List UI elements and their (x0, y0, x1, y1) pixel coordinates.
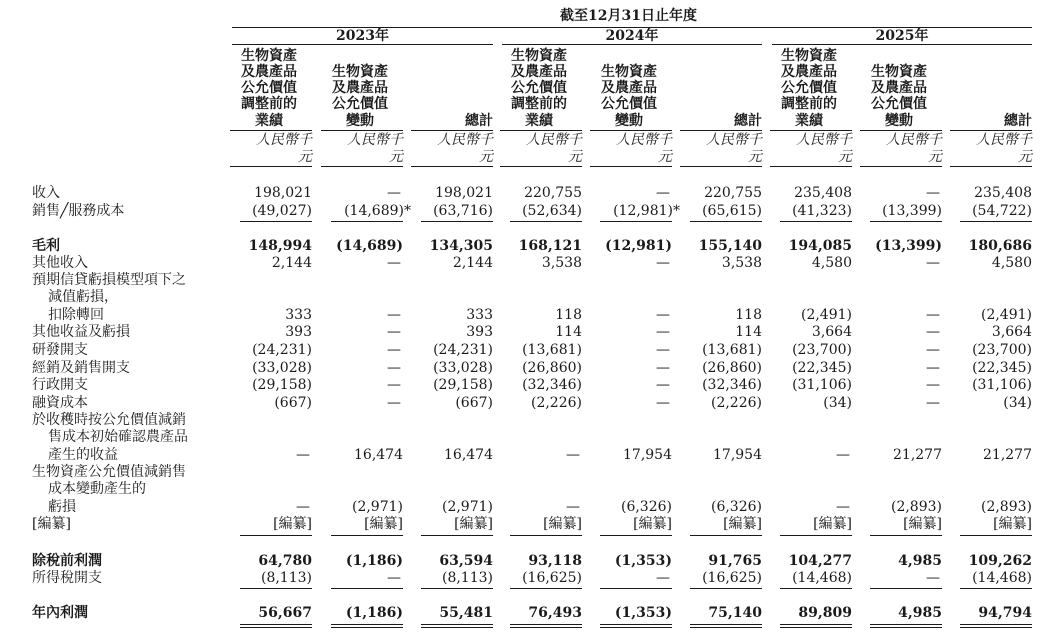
unit-label: 元 (298, 149, 312, 165)
table-cell: (16,625) (522, 570, 582, 586)
table-cell: — (836, 498, 850, 515)
table-cell: (2,491) (980, 306, 1032, 323)
header-line: 及農產品 (781, 63, 837, 80)
table-cell: — (656, 342, 670, 358)
table-cell: (13,399) (875, 238, 942, 254)
table-cell: (667) (274, 395, 312, 411)
unit-label: 人民幣千 (976, 132, 1032, 148)
unit-underline-6 (680, 166, 762, 167)
rule-profit-total-double-1 (240, 627, 312, 628)
unit-rule-5 (590, 130, 672, 131)
table-cell: (34) (823, 395, 852, 411)
header-line: 及農產品 (332, 80, 388, 97)
rule-after-cost-1 (240, 221, 312, 222)
rule-after-cost-4 (510, 221, 582, 222)
unit-label: 人民幣千 (256, 132, 312, 148)
header-line: 業績 (525, 112, 553, 129)
table-cell: 76,493 (528, 605, 582, 621)
table-cell: (14,468) (792, 570, 852, 586)
table-cell: (2,893) (890, 498, 942, 515)
unit-label: 元 (838, 149, 852, 165)
table-cell: [編纂] (364, 516, 403, 532)
unit-label: 元 (479, 149, 493, 165)
table-cell: (1,353) (614, 605, 672, 621)
fv-change-header-2 (586, 64, 672, 129)
table-cell: 3,538 (721, 255, 762, 271)
row-label: 產生的收益 (48, 446, 118, 463)
header-line: 變動 (885, 112, 913, 129)
table-cell: [編纂] (723, 516, 762, 532)
table-cell: [編纂] (633, 516, 672, 532)
table-cell: — (656, 395, 670, 411)
unit-rule-9 (950, 130, 1032, 131)
rule-profit-total-8 (870, 624, 942, 625)
table-cell: 180,686 (968, 238, 1032, 254)
table-cell: 3,538 (541, 255, 582, 271)
table-cell: — (387, 324, 401, 340)
table-cell: — (926, 185, 940, 201)
table-cell: — (656, 377, 670, 393)
table-cell: (8,113) (441, 570, 493, 586)
rule-after-redacted-6 (690, 535, 762, 536)
table-cell: — (836, 446, 850, 463)
row-label: 減值虧損， (48, 289, 118, 306)
table-cell: — (387, 185, 401, 201)
row-label: 銷售╱服務成本 (32, 203, 125, 219)
header-line: 總計 (734, 112, 762, 129)
unit-underline-8 (860, 166, 942, 167)
rule-profit-total-double-9 (960, 627, 1032, 628)
header-line: 公允價值 (871, 96, 927, 113)
table-cell: 17,954 (713, 446, 762, 463)
table-cell: — (387, 377, 401, 393)
rule-profit-total-9 (960, 624, 1032, 625)
table-cell: — (566, 446, 580, 463)
rule-after-tax-1 (240, 588, 312, 589)
table-cell: 118 (555, 306, 582, 323)
year-rule-2 (502, 44, 762, 45)
rule-after-cost-7 (780, 221, 852, 222)
table-cell: — (926, 360, 940, 376)
row-label: 毛利 (32, 238, 60, 254)
table-cell: 75,140 (708, 605, 762, 621)
table-cell: (32,346) (522, 377, 582, 393)
table-cell: — (926, 377, 940, 393)
unit-label: 人民幣千 (886, 132, 942, 148)
row-label: 其他收入 (32, 255, 88, 271)
unit-label: 元 (568, 149, 582, 165)
pre-adjust-header-2 (496, 48, 582, 129)
rule-after-tax-2 (331, 588, 403, 589)
table-cell: (14,468) (972, 570, 1032, 586)
table-cell: (26,860) (522, 360, 582, 376)
table-cell: 220,755 (524, 185, 582, 201)
table-cell: (14,689)* (344, 203, 411, 219)
table-cell: (8,113) (260, 570, 312, 586)
unit-rule-8 (860, 130, 942, 131)
rule-profit-total-5 (600, 624, 672, 625)
row-label: 收入 (32, 185, 60, 201)
table-cell: 155,140 (698, 238, 762, 254)
unit-label: 人民幣千 (616, 132, 672, 148)
unit-underline-1 (230, 166, 312, 167)
unit-rule-1 (230, 130, 312, 131)
unit-label: 人民幣千 (526, 132, 582, 148)
header-line: 生物資產 (511, 47, 567, 64)
row-label: 售成本初始確認農產品 (48, 429, 188, 446)
rule-after-redacted-7 (780, 535, 852, 536)
table-cell: (24,231) (433, 342, 493, 358)
table-cell: (13,399) (882, 203, 942, 219)
row-label: [編纂] (32, 516, 71, 532)
rule-profit-total-double-4 (510, 627, 582, 628)
table-cell: 109,262 (968, 553, 1032, 569)
header-line: 總計 (1004, 112, 1032, 129)
pre-adjust-header-1 (226, 48, 312, 129)
rule-after-redacted-9 (960, 535, 1032, 536)
header-line: 業績 (255, 112, 283, 129)
table-cell: 17,954 (623, 446, 672, 463)
table-cell: (22,345) (792, 360, 852, 376)
table-cell: (49,027) (252, 203, 312, 219)
unit-label: 人民幣千 (347, 132, 403, 148)
row-label: 虧損 (48, 498, 76, 515)
table-cell: — (566, 498, 580, 515)
rule-profit-total-2 (331, 624, 403, 625)
table-cell: [編纂] (903, 516, 942, 532)
rule-after-tax-5 (600, 588, 672, 589)
header-line: 公允價值 (781, 80, 837, 97)
header-line: 總計 (465, 112, 493, 129)
pre-adjust-header-3 (766, 48, 852, 129)
rule-after-tax-9 (960, 588, 1032, 589)
header-line: 生物資產 (332, 63, 388, 80)
unit-underline-7 (770, 166, 852, 167)
header-line: 變動 (346, 112, 374, 129)
table-cell: (16,625) (702, 570, 762, 586)
table-cell: [編纂] (993, 516, 1032, 532)
table-cell: — (656, 570, 670, 586)
table-cell: — (387, 570, 401, 586)
table-cell: 55,481 (439, 605, 493, 621)
year-heading-2: 2024年 (605, 28, 659, 44)
header-line: 生物資產 (241, 47, 297, 64)
table-cell: (1,353) (614, 553, 672, 569)
table-cell: 56,667 (258, 605, 312, 621)
rule-after-tax-4 (510, 588, 582, 589)
table-cell: 16,474 (354, 446, 403, 463)
total-header-2 (676, 113, 762, 129)
table-cell: 3,664 (811, 324, 852, 340)
row-label: 行政開支 (32, 377, 88, 393)
table-cell: (2,971) (351, 498, 403, 515)
unit-underline-2 (321, 166, 403, 167)
rule-after-redacted-4 (510, 535, 582, 536)
header-line: 公允價值 (601, 96, 657, 113)
table-cell: [編纂] (273, 516, 312, 532)
table-cell: (34) (1003, 395, 1032, 411)
header-line: 公允價值 (332, 96, 388, 113)
table-cell: (31,106) (792, 377, 852, 393)
table-cell: 91,765 (708, 553, 762, 569)
rule-profit-total-1 (240, 624, 312, 625)
table-cell: 4,985 (898, 553, 942, 569)
rule-profit-total-7 (780, 624, 852, 625)
table-cell: (14,689) (336, 238, 403, 254)
unit-rule-6 (680, 130, 762, 131)
rule-after-cost-8 (870, 221, 942, 222)
table-cell: [編纂] (813, 516, 852, 532)
table-cell: (29,158) (433, 377, 493, 393)
year-rule-1 (232, 44, 493, 45)
table-cell: — (926, 395, 940, 411)
header-line: 生物資產 (871, 63, 927, 80)
table-cell: 21,277 (983, 446, 1032, 463)
header-line: 及農產品 (511, 63, 567, 80)
row-label: 年內利潤 (32, 605, 88, 621)
table-cell: — (296, 498, 310, 515)
table-cell: 21,277 (893, 446, 942, 463)
total-header-3 (946, 113, 1032, 129)
table-cell: (23,700) (972, 342, 1032, 358)
rule-after-redacted-5 (600, 535, 672, 536)
table-cell: (2,491) (800, 306, 852, 323)
table-cell: (24,231) (252, 342, 312, 358)
table-cell: 94,794 (978, 605, 1032, 621)
table-cell: — (656, 306, 670, 323)
table-cell: 333 (285, 306, 312, 323)
unit-label: 人民幣千 (437, 132, 493, 148)
table-cell: 194,085 (788, 238, 852, 254)
rule-after-cost-2 (331, 221, 403, 222)
table-cell: (22,345) (972, 360, 1032, 376)
table-cell: (23,700) (792, 342, 852, 358)
table-cell: 235,408 (974, 185, 1032, 201)
table-cell: — (656, 360, 670, 376)
row-label: 除稅前利潤 (32, 553, 102, 569)
row-label: 其他收益及虧損 (32, 324, 130, 340)
table-cell: (2,226) (710, 395, 762, 411)
table-cell: 168,121 (518, 238, 582, 254)
table-cell: 198,021 (254, 185, 312, 201)
table-cell: — (656, 324, 670, 340)
table-cell: (26,860) (702, 360, 762, 376)
unit-label: 人民幣千 (796, 132, 852, 148)
rule-profit-total-double-5 (600, 627, 672, 628)
header-line: 調整前的 (511, 96, 567, 113)
table-cell: (31,106) (972, 377, 1032, 393)
row-label: 所得稅開支 (32, 570, 102, 586)
table-cell: 2,144 (452, 255, 493, 271)
table-cell: (63,716) (433, 203, 493, 219)
table-cell: (54,722) (972, 203, 1032, 219)
unit-underline-5 (590, 166, 672, 167)
period-heading: 截至12月31日止年度 (560, 8, 697, 24)
row-label: 扣除轉回 (48, 306, 104, 323)
rule-profit-total-double-3 (421, 627, 493, 628)
rule-profit-total-double-8 (870, 627, 942, 628)
table-cell: — (926, 324, 940, 340)
rule-profit-total-6 (690, 624, 762, 625)
table-cell: 114 (735, 324, 762, 340)
table-cell: 3,664 (991, 324, 1032, 340)
header-line: 變動 (615, 112, 643, 129)
unit-rule-7 (770, 130, 852, 131)
table-cell: 93,118 (528, 553, 582, 569)
rule-after-tax-8 (870, 588, 942, 589)
unit-label: 元 (1018, 149, 1032, 165)
table-cell: — (926, 342, 940, 358)
table-cell: — (387, 306, 401, 323)
table-cell: 16,474 (444, 446, 493, 463)
table-cell: (12,981) (605, 238, 672, 254)
rule-after-redacted-2 (331, 535, 403, 536)
table-cell: (6,326) (620, 498, 672, 515)
header-line: 調整前的 (781, 96, 837, 113)
table-cell: 2,144 (271, 255, 312, 271)
unit-rule-3 (411, 130, 493, 131)
table-cell: — (296, 446, 310, 463)
table-cell: (1,186) (345, 553, 403, 569)
table-cell: (33,028) (433, 360, 493, 376)
table-cell: — (387, 342, 401, 358)
row-label: 於收穫時按公允價值減銷 (32, 412, 186, 428)
rule-profit-total-double-6 (690, 627, 762, 628)
header-line: 及農產品 (871, 80, 927, 97)
rule-after-redacted-1 (240, 535, 312, 536)
unit-label: 元 (658, 149, 672, 165)
table-cell: 134,305 (429, 238, 493, 254)
total-header-1 (407, 113, 493, 129)
table-cell: — (926, 570, 940, 586)
table-cell: — (656, 255, 670, 271)
rule-after-cost-5 (600, 221, 672, 222)
unit-rule-2 (321, 130, 403, 131)
row-label: 融資成本 (32, 395, 88, 411)
table-cell: [編纂] (454, 516, 493, 532)
fv-change-header-3 (856, 64, 942, 129)
unit-label: 人民幣千 (706, 132, 762, 148)
table-cell: (32,346) (702, 377, 762, 393)
table-cell: — (656, 185, 670, 201)
table-cell: [編纂] (543, 516, 582, 532)
rule-profit-total-3 (421, 624, 493, 625)
table-cell: — (387, 395, 401, 411)
rule-profit-total-double-2 (331, 627, 403, 628)
table-cell: (12,981)* (613, 203, 680, 219)
rule-after-cost-9 (960, 221, 1032, 222)
table-cell: (2,226) (530, 395, 582, 411)
table-cell: 89,809 (798, 605, 852, 621)
table-cell: (29,158) (252, 377, 312, 393)
header-line: 業績 (795, 112, 823, 129)
table-cell: (2,893) (980, 498, 1032, 515)
table-cell: 114 (555, 324, 582, 340)
row-label: 成本變動產生的 (48, 481, 146, 498)
header-line: 調整前的 (241, 96, 297, 113)
table-cell: (667) (455, 395, 493, 411)
table-cell: (2,971) (441, 498, 493, 515)
table-cell: 4,985 (898, 605, 942, 621)
unit-underline-4 (500, 166, 582, 167)
table-cell: 333 (466, 306, 493, 323)
rule-after-tax-7 (780, 588, 852, 589)
unit-rule-4 (500, 130, 582, 131)
table-cell: (6,326) (710, 498, 762, 515)
header-line: 公允價值 (241, 80, 297, 97)
table-cell: (52,634) (522, 203, 582, 219)
table-cell: 118 (735, 306, 762, 323)
rule-after-redacted-3 (421, 535, 493, 536)
table-cell: 4,580 (811, 255, 852, 271)
rule-profit-total-4 (510, 624, 582, 625)
table-cell: 148,994 (248, 238, 312, 254)
year-heading-1: 2023年 (336, 28, 389, 44)
fv-change-header-1 (317, 64, 403, 129)
row-label: 經銷及銷售開支 (32, 360, 130, 376)
rule-profit-total-double-7 (780, 627, 852, 628)
row-label: 預期信貸虧損模型項下之 (32, 272, 186, 288)
row-label: 生物資產公允價值減銷售 (32, 464, 186, 480)
year-rule-3 (772, 44, 1032, 45)
unit-label: 元 (748, 149, 762, 165)
table-cell: 64,780 (258, 553, 312, 569)
table-cell: 235,408 (794, 185, 852, 201)
table-cell: 104,277 (788, 553, 852, 569)
table-cell: 63,594 (439, 553, 493, 569)
table-cell: (33,028) (252, 360, 312, 376)
rule-after-tax-6 (690, 588, 762, 589)
row-label: 研發開支 (32, 342, 88, 358)
table-cell: (13,681) (702, 342, 762, 358)
table-cell: — (387, 255, 401, 271)
table-cell: 393 (285, 324, 312, 340)
header-line: 及農產品 (241, 63, 297, 80)
rule-after-cost-3 (421, 221, 493, 222)
table-cell: (65,615) (702, 203, 762, 219)
rule-after-tax-3 (421, 588, 493, 589)
unit-label: 元 (389, 149, 403, 165)
rule-after-redacted-8 (870, 535, 942, 536)
table-cell: — (926, 306, 940, 323)
header-line: 及農產品 (601, 80, 657, 97)
year-heading-3: 2025年 (875, 28, 929, 44)
header-line: 公允價值 (511, 80, 567, 97)
unit-underline-9 (950, 166, 1032, 167)
table-cell: (41,323) (792, 203, 852, 219)
unit-underline-3 (411, 166, 493, 167)
table-cell: 393 (466, 324, 493, 340)
table-cell: 220,755 (704, 185, 762, 201)
table-cell: (1,186) (345, 605, 403, 621)
table-cell: (13,681) (522, 342, 582, 358)
rule-after-cost-6 (690, 221, 762, 222)
header-line: 生物資產 (781, 47, 837, 64)
table-cell: 4,580 (991, 255, 1032, 271)
header-line: 生物資產 (601, 63, 657, 80)
unit-label: 元 (928, 149, 942, 165)
table-cell: — (387, 360, 401, 376)
table-cell: — (926, 255, 940, 271)
table-cell: 198,021 (435, 185, 493, 201)
